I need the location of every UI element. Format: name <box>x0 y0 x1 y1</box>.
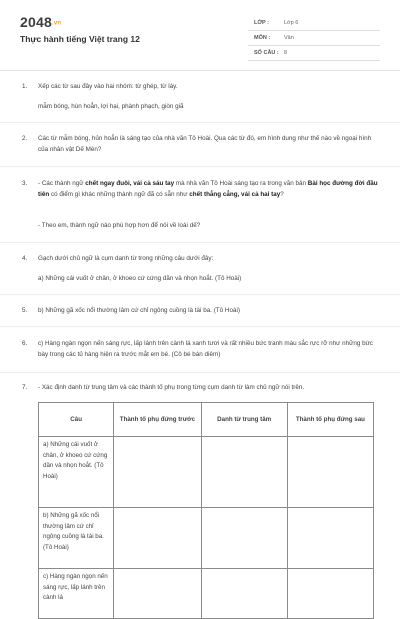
table-cell <box>114 569 201 619</box>
logo-ext: .vn <box>51 20 62 27</box>
page-header <box>0 0 400 70</box>
question-text: Các từ mẫm bóng, hủn hoẳn là sáng tạo của nhà văn Tô Hoài. Qua các từ đó, em hình dung như thế nào về ngoại hình của nhân vật Dế Mèn? <box>38 135 372 153</box>
question-number: 2. <box>22 135 28 142</box>
table-cell <box>114 437 201 508</box>
meta-count-key: SỐ CÂU : <box>254 50 279 56</box>
table-header-row <box>39 403 374 437</box>
question-number: 4. <box>22 255 28 262</box>
table-cell: b) Những gã xốc nổi thường lâm cứ chỉ ngông cuồng là tài ba. (Tô Hoài) <box>39 508 114 569</box>
column-header: Danh từ trung tâm <box>201 403 287 437</box>
noun-phrase-table <box>38 402 374 619</box>
meta-class-value: Lớp 6 <box>284 20 299 26</box>
question-number: 7. <box>22 384 28 391</box>
question-text: Xếp các từ sau đây vào hai nhóm: từ ghép, từ láy. <box>38 83 178 90</box>
bold-term: chết ngay đuôi, vái cả sáu tay <box>85 180 175 187</box>
question-text: c) Hàng ngàn ngọn nến sáng rực, lấp lánh trên cành lá xanh tươi và rất nhiều bức tranh màu sắc rực rỡ như những bức bày trong các tủ hàng hiện ra trước mắt em bé. (Cô bé bán diêm) <box>38 340 373 358</box>
text-run: mà nhà văn Tô Hoài sáng tạo ra trong văn bản <box>174 180 308 187</box>
meta-class <box>248 16 380 31</box>
divider <box>0 326 400 327</box>
column-header: Thành tố phụ đứng sau <box>287 403 373 437</box>
table-cell <box>287 569 373 619</box>
text-run: - Các thành ngữ <box>38 180 86 187</box>
text-run: có điểm gì khác những thành ngữ đã có sẵn như <box>49 190 190 198</box>
question-subtext: - Theo em, thành ngữ nào phù hợp hơn để nói về loài dế? <box>38 222 201 229</box>
logo-main: 2048 <box>20 14 52 30</box>
table-cell <box>201 508 287 569</box>
table-cell: c) Hàng ngàn ngọn nến sáng rực, lấp lánh trên cành lá <box>39 569 114 619</box>
question-subtext: mẫm bóng, hùn hoẳn, lợi hại, phành phạch, giòn giã <box>38 103 184 110</box>
table-row <box>39 437 374 508</box>
site-logo[interactable] <box>20 14 61 30</box>
bold-term: Bài học đường đời đầu tiên <box>38 180 378 198</box>
question-text <box>38 179 380 200</box>
divider <box>0 122 400 123</box>
bold-term: chết thẳng cẳng, vái cả hai tay <box>189 190 281 198</box>
question-number: 5. <box>22 307 28 314</box>
table-cell <box>287 508 373 569</box>
question-text: - Xác định danh từ trung tâm và các thành tố phụ trong từng cụm danh từ làm chủ ngữ nói trên. <box>38 384 305 391</box>
meta-class-key: LỚP : <box>254 20 269 26</box>
question-text: b) Những gã xốc nổi thường lâm cứ chỉ ngông cuồng là tài ba. (Tô Hoài) <box>38 307 240 314</box>
table-row <box>39 569 374 619</box>
column-header: Câu <box>39 403 114 437</box>
question-number: 3. <box>22 180 28 187</box>
meta-subject <box>248 31 380 46</box>
meta-count <box>248 46 380 61</box>
question-text: Gạch dưới chủ ngữ là cụm danh từ trong những câu dưới đây: <box>38 255 214 262</box>
meta-count-value: 8 <box>284 50 288 56</box>
header-divider <box>0 70 400 71</box>
question-subtext: a) Những cái vuốt ở chân, ở khoeo cứ cứng dần và nhọn hoắt. (Tô Hoài) <box>38 275 242 282</box>
page-title: Thực hành tiếng Việt trang 12 <box>20 34 140 44</box>
table-cell: a) Những cái vuốt ở chân, ở khoeo cứ cứng dần và nhọn hoắt. (Tô Hoài) <box>39 437 114 508</box>
table-cell <box>287 437 373 508</box>
question-number: 6. <box>22 340 28 347</box>
question-number: 1. <box>22 83 28 90</box>
table-cell <box>114 508 201 569</box>
meta-subject-key: MÔN : <box>254 35 271 41</box>
divider <box>0 372 400 373</box>
text-run: ? <box>280 190 284 198</box>
table-cell <box>201 569 287 619</box>
meta-subject-value: Văn <box>284 35 294 41</box>
table-cell <box>201 437 287 508</box>
column-header: Thành tố phụ đứng trước <box>114 403 201 437</box>
divider <box>0 294 400 295</box>
divider <box>0 166 400 167</box>
table-row <box>39 508 374 569</box>
divider <box>0 242 400 243</box>
